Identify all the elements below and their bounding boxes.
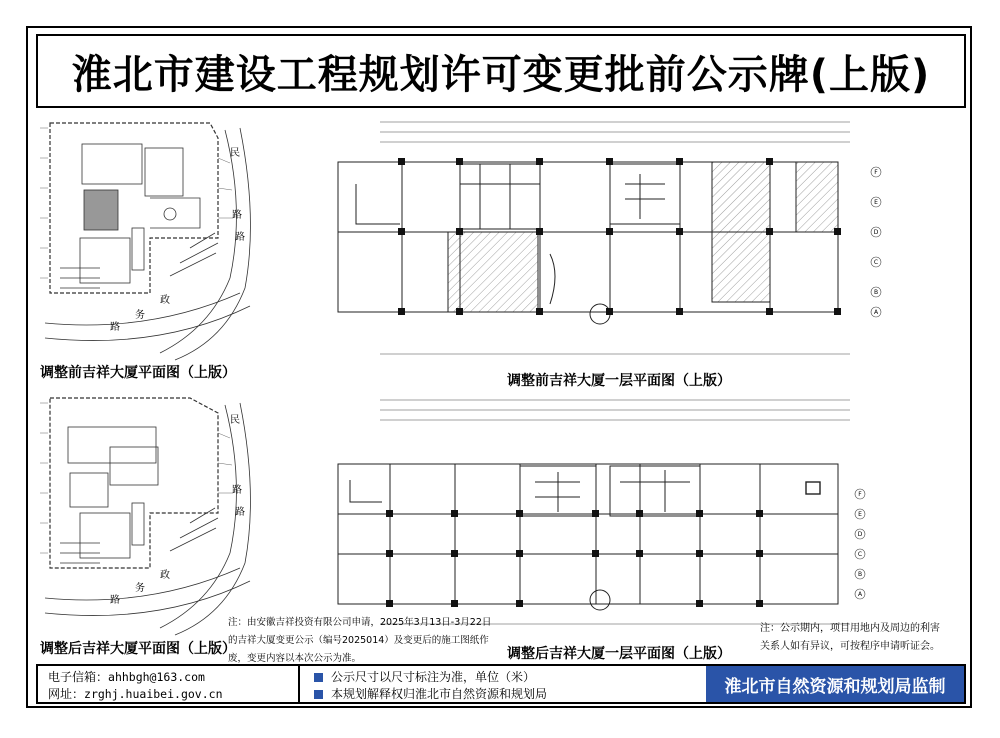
bullet-text: 公示尺寸以尺寸标注为准，单位（米） (331, 670, 536, 684)
floor-axis-letter: B (857, 571, 863, 578)
bullet-item (314, 686, 706, 703)
agency-banner (706, 666, 964, 702)
hearing-notice-line: 关系人如有异议，可按程序申请听证会。 (760, 641, 940, 652)
site-road-label: 路 (110, 595, 120, 606)
floor-axis-letter: D (873, 229, 879, 236)
site-road-label: 政 (160, 570, 170, 581)
site-road-label: 民 (230, 148, 240, 159)
bullet-text: 本规划解释权归淮北市自然资源和规划局 (331, 687, 548, 701)
change-notice-line: 注：由安徽吉祥投资有限公司申请，2025年3月13日-3月22日 (228, 617, 492, 628)
floor-axis-letter: E (858, 511, 862, 518)
change-notice (228, 614, 498, 668)
hearing-notice-line: 注：公示期内，项目用地内及周边的利害 (760, 623, 940, 634)
floor-plan-before (320, 114, 892, 370)
contact-info (38, 666, 300, 702)
floor-plan-after (320, 392, 892, 638)
email-row (48, 669, 298, 686)
hearing-notice (760, 620, 965, 656)
site-plan-after-drawing (40, 393, 262, 638)
floor-axis-letter: C (857, 551, 863, 558)
floor-axis-letter: A (857, 591, 863, 598)
site-road-label: 务 (135, 583, 145, 594)
floor-after-caption: 调整后吉祥大厦一层平面图（上版） (507, 646, 731, 662)
website-url: zrghj.huaibei.gov.cn (84, 687, 223, 701)
floor-plan-before-drawing (320, 114, 892, 370)
board-title: 淮北市建设工程规划许可变更批前公示牌(上版) (71, 51, 931, 98)
floor-axis-letter: D (857, 531, 863, 538)
site-road-label: 民 (230, 415, 240, 426)
floor-axis-letter: E (874, 199, 878, 206)
square-bullet-icon (314, 690, 323, 699)
site-plan-after (40, 393, 262, 638)
floor-axis-letter: B (873, 289, 879, 296)
email-label: 电子信箱： (48, 670, 109, 684)
site-road-label: 路 (232, 210, 242, 221)
floor-axis-letter: A (873, 309, 879, 316)
notice-bullets (300, 666, 706, 702)
website-row (48, 686, 298, 703)
website-label: 网址： (48, 687, 85, 701)
site-road-label: 政 (160, 295, 170, 306)
email-address: ahhbgh@163.com (108, 670, 205, 684)
square-bullet-icon (314, 673, 323, 682)
site-road-label: 务 (135, 310, 145, 321)
site-after-caption: 调整后吉祥大厦平面图（上版） (40, 641, 236, 657)
bullet-item (314, 669, 706, 686)
site-road-label: 路 (232, 485, 242, 496)
site-road-label: 路 (235, 232, 245, 243)
floor-axis-letter: F (858, 491, 862, 498)
floor-axis-letter: F (874, 169, 878, 176)
agency-name: 淮北市自然资源和规划局监制 (724, 676, 946, 697)
change-notice-line: 废，变更内容以本次公示为准。 (228, 653, 362, 664)
site-road-label: 路 (235, 507, 245, 518)
floor-plan-after-drawing (320, 392, 892, 638)
change-notice-line: 的吉祥大厦变更公示（编号2025014）及变更后的施工图纸作 (228, 635, 489, 646)
floor-before-caption: 调整前吉祥大厦一层平面图（上版） (507, 373, 731, 389)
site-plan-before-drawing (40, 118, 262, 363)
site-before-caption: 调整前吉祥大厦平面图（上版） (40, 365, 236, 381)
site-plan-before (40, 118, 262, 363)
site-road-label: 路 (110, 322, 120, 333)
footer-bar (36, 664, 966, 704)
floor-axis-letter: C (873, 259, 879, 266)
title-box (36, 34, 966, 108)
